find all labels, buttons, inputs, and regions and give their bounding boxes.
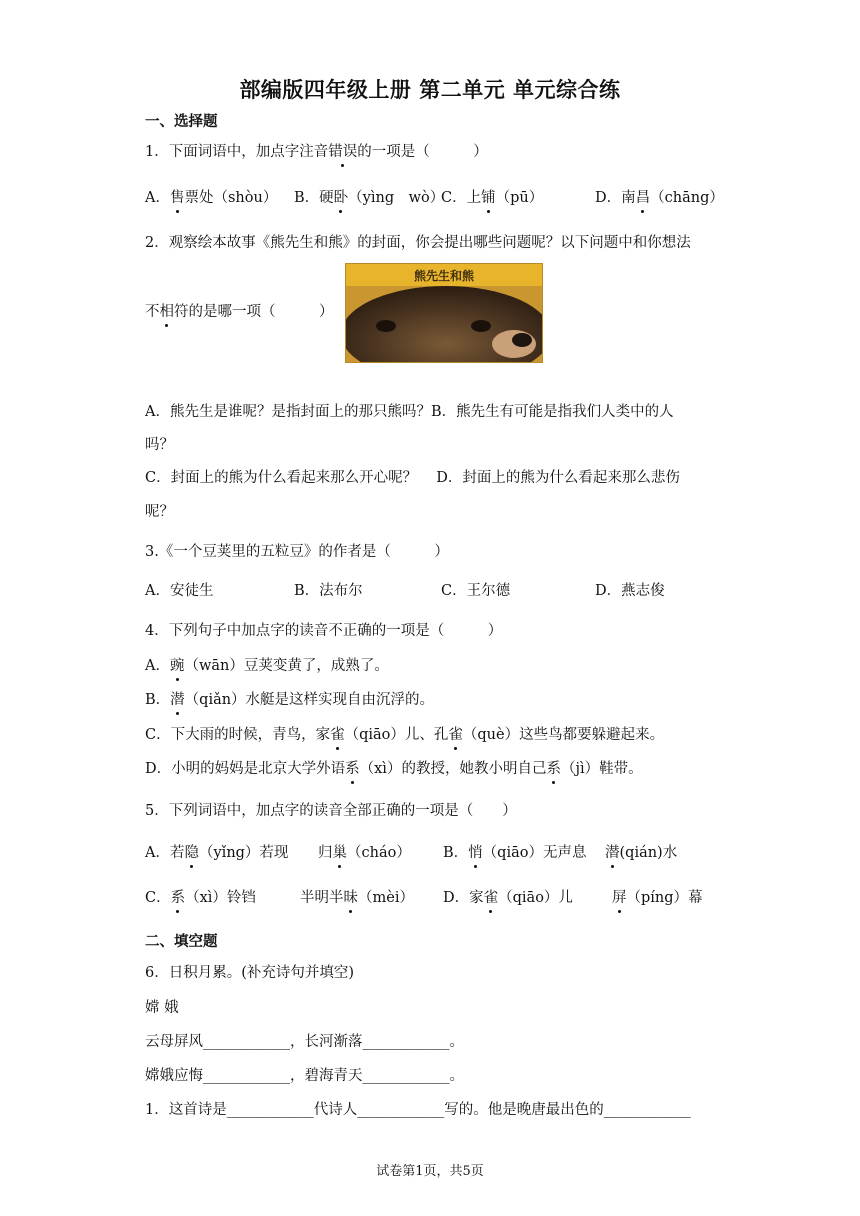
question-5-options-row1 <box>145 843 745 863</box>
option-c[interactable]: C．系（xì）铃铛 <box>145 890 256 906</box>
option-b[interactable]: B．悄（qiāo）无声息 <box>443 845 587 861</box>
question-1-options <box>145 188 745 208</box>
option-c[interactable]: C．上铺（pū） <box>441 190 544 206</box>
option-b-part2: 潜(qián)水 <box>605 845 678 861</box>
option-d[interactable]: D．南昌（chāng） <box>595 190 724 206</box>
option-d-part2: 屏（píng）幕 <box>612 890 703 906</box>
cover-title: 熊先生和熊 <box>413 269 474 283</box>
option-b[interactable]: B．法布尔 <box>294 583 363 599</box>
question-4-option-a[interactable]: A．豌（wān）豆荚变黄了，成熟了。 <box>145 658 389 674</box>
question-2-stem-cont: 不相符的是哪一项（ ） <box>145 304 334 320</box>
question-6-sub-1[interactable]: 1．这首诗是____________代诗人____________写的。他是晚唐最出色的____________ <box>145 1102 691 1118</box>
question-1-stem: 1．下面词语中，加点字注音错误的一项是（ ） <box>145 144 488 160</box>
poem-line-1-blanks[interactable]: 云母屏风____________，长河渐落____________。 <box>145 1034 464 1050</box>
option-b[interactable]: B．硬卧（yìng wò） <box>294 190 445 206</box>
question-3-options <box>145 581 745 601</box>
page-title: 部编版四年级上册 第二单元 单元综合练 <box>239 77 621 102</box>
option-c[interactable]: C．王尔德 <box>441 583 511 599</box>
option-a[interactable]: A．售票处（shòu） <box>145 190 278 206</box>
question-2-stem: 2．观察绘本故事《熊先生和熊》的封面，你会提出哪些问题呢？以下问题中和你想法 <box>145 235 691 251</box>
question-2-option-c[interactable]: C．封面上的熊为什么看起来那么开心呢？ D．封面上的熊为什么看起来那么悲伤 <box>145 470 680 486</box>
question-6-stem: 6．日积月累。(补充诗句并填空) <box>145 965 355 981</box>
section-heading-choice: 一、选择题 <box>145 113 218 130</box>
question-5-stem: 5．下列词语中，加点字的读音全部正确的一项是（ ） <box>145 803 517 819</box>
section-heading-fill: 二、填空题 <box>145 933 218 950</box>
question-4-option-c[interactable]: C．下大雨的时候，青鸟，家雀（qiāo）儿、孔雀（què）这些鸟都要躲避起来。 <box>145 727 665 743</box>
page-footer: 试卷第1页，共5页 <box>376 1164 484 1179</box>
option-a-part2: 归巢（cháo） <box>318 845 411 861</box>
option-a[interactable]: A．安徒生 <box>145 583 214 599</box>
option-d[interactable]: D．燕志俊 <box>595 583 665 599</box>
question-2-option-a[interactable]: A．熊先生是谁呢？是指封面上的那只熊吗？B．熊先生有可能是指我们人类中的人 <box>145 404 674 420</box>
option-c-part2: 半明半昧（mèi） <box>300 890 414 906</box>
question-5-options-row2 <box>145 888 745 908</box>
book-cover-image <box>345 263 543 363</box>
poem-title: 嫦 娥 <box>145 1000 179 1016</box>
question-4-option-d[interactable]: D．小明的妈妈是北京大学外语系（xì）的教授，她教小明自己系（jì）鞋带。 <box>145 761 643 777</box>
question-2-option-c-cont: 呢？ <box>145 504 174 520</box>
option-a[interactable]: A．若隐（yǐng）若现 <box>145 845 289 861</box>
question-4-option-b[interactable]: B．潜（qiǎn）水艇是这样实现自由沉浮的。 <box>145 692 435 708</box>
option-d[interactable]: D．家雀（qiāo）儿 <box>443 890 573 906</box>
question-2-option-a-cont: 吗？ <box>145 437 174 453</box>
question-4-stem: 4．下列句子中加点字的读音不正确的一项是（ ） <box>145 623 503 639</box>
question-3-stem: 3.《一个豆荚里的五粒豆》的作者是（ ） <box>145 544 449 560</box>
poem-line-2-blanks[interactable]: 嫦娥应悔____________，碧海青天____________。 <box>145 1068 464 1084</box>
dotted-text: 错误 <box>328 144 358 160</box>
